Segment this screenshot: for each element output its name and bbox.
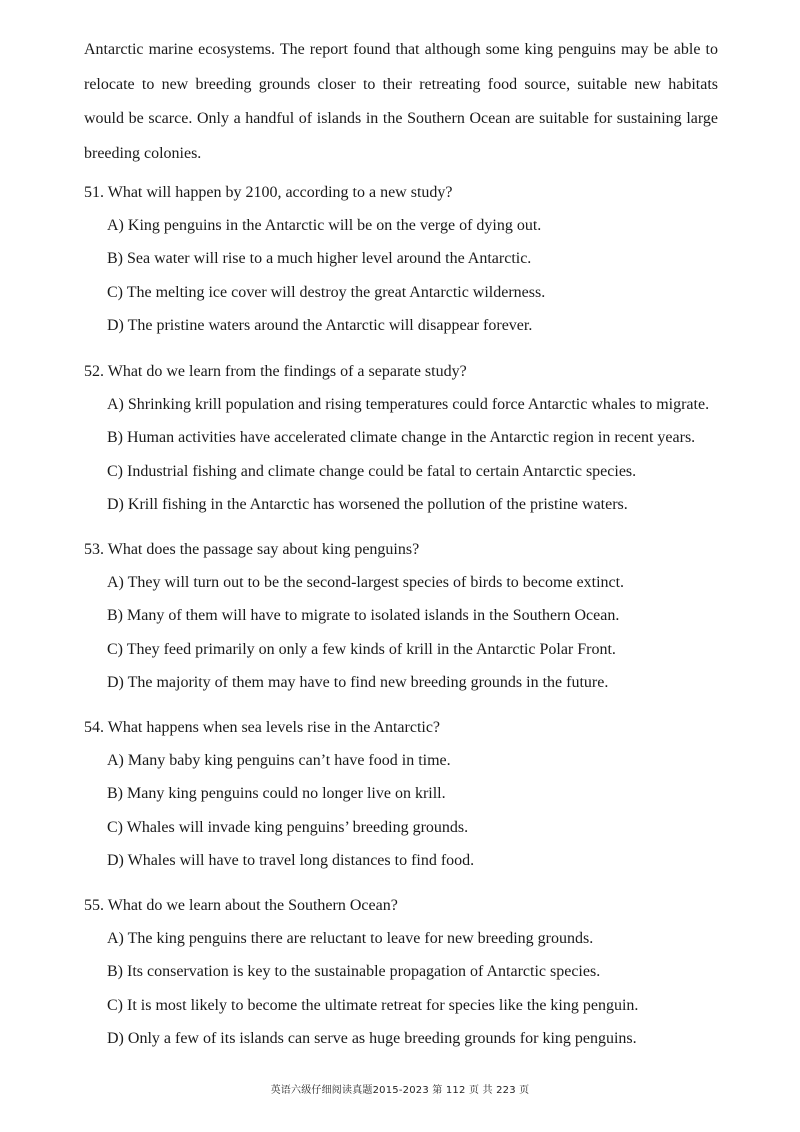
option-a: A) King penguins in the Antarctic will be on the verge of dying out. [107, 217, 542, 234]
option-c: C) Industrial fishing and climate change could be fatal to certain Antarctic species. [107, 462, 637, 480]
question-text: 54. What happens when sea levels rise in the Antarctic? [84, 719, 441, 736]
passage-paragraph: Antarctic marine ecosystems. The report found that although some king penguins may be able to relocate to new breeding grounds closer to their retreating food source, suitable new habitats would be scarce. Only a handful of islands in the Southern Ocean are suitable for sustaining large breeding colonies. [84, 41, 718, 162]
option-a: A) They will turn out to be the second-largest species of birds to become extinct. [107, 574, 625, 591]
option-d: D) The pristine waters around the Antarctic will disappear forever. [107, 316, 533, 334]
option-b: B) Human activities have accelerated climate change in the Antarctic region in recent years. [107, 429, 696, 447]
option-d: D) Whales will have to travel long distances to find food. [107, 851, 475, 869]
question-51 [84, 176, 744, 342]
option-a: A) Shrinking krill population and rising temperatures could force Antarctic whales to migrate. [107, 396, 710, 413]
question-55 [84, 889, 744, 1055]
question-text: 52. What do we learn from the findings of a separate study? [84, 363, 467, 380]
question-text: 55. What do we learn about the Southern Ocean? [84, 897, 398, 914]
question-54 [84, 711, 744, 877]
option-b: B) Its conservation is key to the sustainable propagation of Antarctic species. [107, 963, 601, 981]
question-text: 51. What will happen by 2100, according to a new study? [84, 184, 453, 201]
option-b: B) Many of them will have to migrate to isolated islands in the Southern Ocean. [107, 607, 620, 625]
page-footer: 英语六级仔细阅读真题2015-2023 第 112 页 共 223 页 [270, 1085, 530, 1096]
option-b: B) Many king penguins could no longer live on krill. [107, 785, 446, 803]
option-d: D) The majority of them may have to find new breeding grounds in the future. [107, 673, 609, 691]
option-b: B) Sea water will rise to a much higher level around the Antarctic. [107, 250, 532, 268]
option-c: C) It is most likely to become the ultimate retreat for species like the king penguin. [107, 996, 639, 1014]
question-52 [84, 355, 744, 521]
option-a: A) The king penguins there are reluctant to leave for new breeding grounds. [107, 930, 594, 947]
option-c: C) They feed primarily on only a few kinds of krill in the Antarctic Polar Front. [107, 640, 616, 658]
option-d: D) Krill fishing in the Antarctic has worsened the pollution of the pristine waters. [107, 495, 628, 513]
option-a: A) Many baby king penguins can’t have food in time. [107, 752, 451, 769]
question-53 [84, 533, 744, 699]
option-d: D) Only a few of its islands can serve as huge breeding grounds for king penguins. [107, 1029, 637, 1047]
option-c: C) Whales will invade king penguins’ breeding grounds. [107, 818, 469, 836]
option-c: C) The melting ice cover will destroy the great Antarctic wilderness. [107, 283, 546, 301]
question-text: 53. What does the passage say about king penguins? [84, 541, 420, 558]
